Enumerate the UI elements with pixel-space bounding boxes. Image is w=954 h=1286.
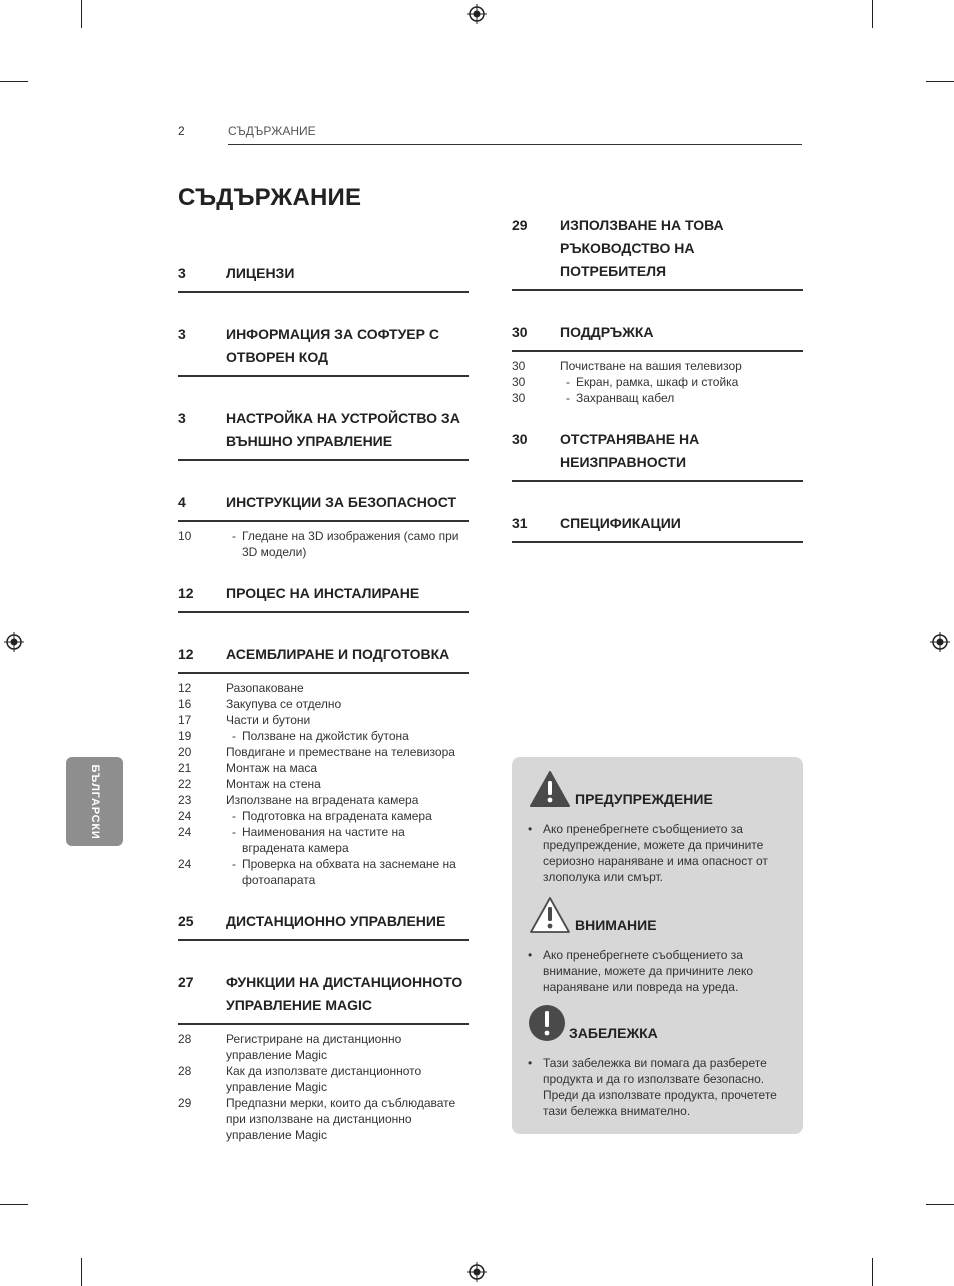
language-tab bbox=[66, 757, 123, 846]
toc-section-title: ИЗПОЛЗВАНЕ НА ТОВА РЪКОВОДСТВО НА ПОТРЕБИТЕЛЯ bbox=[560, 217, 724, 279]
toc-section-title: ИНФОРМАЦИЯ ЗА СОФТУЕР С ОТВОРЕН КОД bbox=[226, 326, 439, 365]
toc-section-heading bbox=[178, 971, 469, 1025]
toc-subitem-label: Използване на вградената камера bbox=[226, 793, 419, 807]
toc-subitem-dash: - bbox=[232, 825, 236, 839]
toc-section[interactable] bbox=[512, 512, 803, 543]
toc-subitem-page: 30 bbox=[512, 391, 526, 405]
toc-subitem-label: Как да използвате дистанционното управление Magic bbox=[226, 1064, 422, 1094]
toc-subitem-list bbox=[512, 358, 803, 406]
toc-section-heading bbox=[512, 428, 803, 482]
toc-subitem-page: 23 bbox=[178, 793, 192, 807]
note-text: Тази забележка ви помага да разберете продукта и да го използвате безопасно. Преди да използвате продукта, прочетете тази бележка внимателно. bbox=[543, 1056, 777, 1118]
toc-subitem-text bbox=[226, 528, 469, 560]
toc-page-number: 27 bbox=[178, 974, 194, 990]
page-number: 2 bbox=[178, 124, 185, 138]
toc-section-title: СПЕЦИФИКАЦИИ bbox=[560, 515, 681, 531]
toc-subitem-text bbox=[226, 1063, 469, 1095]
toc-section[interactable] bbox=[178, 582, 469, 613]
toc-subitem[interactable] bbox=[178, 1031, 469, 1063]
toc-section-heading bbox=[512, 321, 803, 352]
toc-subitem-label: Части и бутони bbox=[226, 713, 311, 727]
header-divider bbox=[228, 144, 802, 145]
toc-subitem-label: Регистриране на дистанционно управление Magic bbox=[226, 1032, 402, 1062]
toc-section-title: ИНСТРУКЦИИ ЗА БЕЗОПАСНОСТ bbox=[226, 494, 457, 510]
toc-subitem[interactable] bbox=[178, 824, 469, 856]
toc-section-title: ЛИЦЕНЗИ bbox=[226, 265, 295, 281]
note-notice bbox=[528, 1003, 790, 1119]
toc-subitem-page: 29 bbox=[178, 1096, 192, 1110]
toc-left-column bbox=[178, 262, 469, 1165]
crop-mark bbox=[926, 1204, 954, 1205]
toc-subitem-page: 30 bbox=[512, 375, 526, 389]
toc-subitem[interactable] bbox=[178, 776, 469, 792]
toc-section[interactable] bbox=[178, 262, 469, 293]
toc-subitem-text bbox=[226, 760, 469, 776]
toc-section[interactable] bbox=[178, 643, 469, 888]
toc-subitem-text bbox=[226, 728, 469, 744]
toc-subitem-page: 16 bbox=[178, 697, 192, 711]
toc-section[interactable] bbox=[178, 491, 469, 560]
toc-subitem-page: 22 bbox=[178, 777, 192, 791]
crop-mark bbox=[0, 81, 28, 82]
toc-subitem-list bbox=[178, 680, 469, 888]
registration-mark-icon bbox=[467, 1262, 487, 1282]
toc-subitem-page: 19 bbox=[178, 729, 192, 743]
toc-right-column bbox=[512, 214, 803, 573]
registration-mark-icon bbox=[930, 632, 950, 652]
toc-subitem-page: 24 bbox=[178, 809, 192, 823]
toc-page-number: 31 bbox=[512, 515, 528, 531]
toc-subitem-label: Предпазни мерки, които да съблюдавате при използване на дистанционно управление Magic bbox=[226, 1096, 456, 1142]
toc-subitem-label: Проверка на обхвата на заснемане на фотоапарата bbox=[242, 857, 456, 887]
toc-subitem[interactable] bbox=[512, 390, 803, 406]
toc-subitem[interactable] bbox=[178, 760, 469, 776]
toc-page-number: 3 bbox=[178, 326, 186, 342]
toc-page-number: 12 bbox=[178, 585, 194, 601]
toc-page-number: 30 bbox=[512, 431, 528, 447]
toc-subitem-page: 12 bbox=[178, 681, 192, 695]
toc-subitem-list bbox=[178, 528, 469, 560]
toc-section-title: НАСТРОЙКА НА УСТРОЙСТВО ЗА ВЪНШНО УПРАВЛЕНИЕ bbox=[226, 410, 460, 449]
toc-subitem[interactable] bbox=[178, 696, 469, 712]
caution-text: Ако пренебрегнете съобщението за внимание, можете да причините леко нараняване или повреда на уреда. bbox=[543, 948, 754, 994]
caution-triangle-icon bbox=[528, 895, 572, 935]
bullet: • bbox=[528, 1056, 533, 1070]
toc-subitem-dash: - bbox=[232, 529, 236, 543]
toc-section[interactable] bbox=[178, 323, 469, 377]
toc-subitem-dash: - bbox=[566, 375, 570, 389]
toc-subitem-text bbox=[226, 744, 469, 760]
toc-section[interactable] bbox=[178, 971, 469, 1143]
toc-subitem-list bbox=[178, 1031, 469, 1143]
toc-subitem-text bbox=[226, 1031, 469, 1063]
toc-subitem-text bbox=[226, 696, 469, 712]
toc-subitem[interactable] bbox=[178, 856, 469, 888]
warning-title: ПРЕДУПРЕЖДЕНИЕ bbox=[575, 791, 713, 807]
toc-section-heading bbox=[512, 214, 803, 291]
bullet: • bbox=[528, 822, 533, 836]
toc-subitem[interactable] bbox=[178, 1063, 469, 1095]
toc-subitem-dash: - bbox=[232, 729, 236, 743]
crop-mark bbox=[872, 0, 873, 28]
toc-page-number: 12 bbox=[178, 646, 194, 662]
toc-section-heading bbox=[512, 512, 803, 543]
toc-section[interactable] bbox=[512, 321, 803, 406]
toc-page-number: 25 bbox=[178, 913, 194, 929]
toc-subitem-dash: - bbox=[232, 809, 236, 823]
toc-subitem[interactable] bbox=[178, 808, 469, 824]
toc-subitem-page: 17 bbox=[178, 713, 192, 727]
toc-subitem-text bbox=[226, 824, 469, 856]
toc-page-number: 30 bbox=[512, 324, 528, 340]
language-tab-label: БЪЛГАРСКИ bbox=[88, 763, 101, 840]
running-header: СЪДЪРЖАНИЕ bbox=[228, 124, 316, 138]
toc-subitem-page: 28 bbox=[178, 1032, 192, 1046]
toc-subitem-text bbox=[226, 712, 469, 728]
toc-subitem-label: Почистване на вашия телевизор bbox=[560, 359, 742, 373]
toc-subitem[interactable] bbox=[178, 1095, 469, 1143]
toc-subitem-text bbox=[226, 808, 469, 824]
toc-subitem-page: 24 bbox=[178, 857, 192, 871]
crop-mark bbox=[872, 1258, 873, 1286]
note-circle-icon bbox=[528, 1003, 568, 1043]
toc-subitem-page: 20 bbox=[178, 745, 192, 759]
toc-section[interactable] bbox=[178, 407, 469, 461]
toc-subitem-page: 21 bbox=[178, 761, 192, 775]
toc-subitem-text bbox=[560, 358, 803, 374]
toc-subitem-label: Екран, рамка, шкаф и стойка bbox=[576, 375, 739, 389]
toc-subitem-label: Наименования на частите на вградената камера bbox=[242, 825, 405, 855]
toc-subitem[interactable] bbox=[178, 744, 469, 760]
crop-mark bbox=[926, 81, 954, 82]
toc-section-title: АСЕМБЛИРАНЕ И ПОДГОТОВКА bbox=[226, 646, 450, 662]
toc-subitem-dash: - bbox=[566, 391, 570, 405]
toc-subitem-label: Ползване на джойстик бутона bbox=[242, 729, 409, 743]
toc-section-heading bbox=[178, 643, 469, 674]
caution-title: ВНИМАНИЕ bbox=[575, 917, 657, 933]
page-title: СЪДЪРЖАНИЕ bbox=[178, 184, 362, 211]
toc-subitem-text bbox=[226, 776, 469, 792]
toc-section-heading bbox=[178, 582, 469, 613]
toc-subitem-text bbox=[226, 1095, 469, 1143]
registration-mark-icon bbox=[4, 632, 24, 652]
toc-subitem-page: 28 bbox=[178, 1064, 192, 1078]
toc-page-number: 3 bbox=[178, 265, 186, 281]
toc-subitem-label: Монтаж на маса bbox=[226, 761, 318, 775]
registration-mark-icon bbox=[467, 4, 487, 24]
toc-section-title: ПРОЦЕС НА ИНСТАЛИРАНЕ bbox=[226, 585, 420, 601]
toc-subitem[interactable] bbox=[178, 712, 469, 728]
caution-notice bbox=[528, 895, 790, 995]
toc-subitem[interactable] bbox=[178, 528, 469, 560]
warning-text: Ако пренебрегнете съобщението за предупреждение, можете да причините сериозно нараняване и има опасност от злополука или смърт. bbox=[543, 822, 768, 884]
warning-triangle-icon bbox=[528, 769, 572, 809]
toc-section-heading bbox=[178, 491, 469, 522]
toc-subitem-text bbox=[226, 792, 469, 808]
crop-mark bbox=[81, 0, 82, 28]
note-title: ЗАБЕЛЕЖКА bbox=[569, 1025, 658, 1041]
toc-subitem[interactable] bbox=[178, 680, 469, 696]
toc-page-number: 29 bbox=[512, 217, 528, 233]
toc-subitem[interactable] bbox=[512, 374, 803, 390]
toc-section-heading bbox=[178, 262, 469, 293]
toc-subitem-label: Разопаковане bbox=[226, 681, 304, 695]
toc-subitem[interactable] bbox=[178, 728, 469, 744]
toc-subitem-label: Захранващ кабел bbox=[576, 391, 675, 405]
toc-subitem-text bbox=[226, 856, 469, 888]
toc-subitem-text bbox=[226, 680, 469, 696]
crop-mark bbox=[0, 1204, 28, 1205]
toc-section-title: ФУНКЦИИ НА ДИСТАНЦИОННОТО УПРАВЛЕНИЕ MAGIC bbox=[226, 974, 463, 1013]
crop-mark bbox=[81, 1258, 82, 1286]
toc-subitem-dash: - bbox=[232, 857, 236, 871]
toc-subitem-label: Закупува се отделно bbox=[226, 697, 342, 711]
toc-section[interactable] bbox=[512, 214, 803, 291]
toc-subitem-page: 30 bbox=[512, 359, 526, 373]
toc-subitem[interactable] bbox=[512, 358, 803, 374]
toc-section-title: ОТСТРАНЯВАНЕ НА НЕИЗПРАВНОСТИ bbox=[560, 431, 700, 470]
toc-section-title: ПОДДРЪЖКА bbox=[560, 324, 654, 340]
toc-page-number: 4 bbox=[178, 494, 186, 510]
toc-subitem-label: Гледане на 3D изображения (само при 3D модели) bbox=[242, 529, 459, 559]
toc-subitem-label: Повдигане и преместване на телевизора bbox=[226, 745, 455, 759]
toc-subitem-text bbox=[560, 390, 803, 406]
toc-page-number: 3 bbox=[178, 410, 186, 426]
toc-subitem-page: 10 bbox=[178, 529, 192, 543]
toc-section-title: ДИСТАНЦИОННО УПРАВЛЕНИЕ bbox=[226, 913, 446, 929]
toc-subitem-label: Монтаж на стена bbox=[226, 777, 321, 791]
toc-subitem-page: 24 bbox=[178, 825, 192, 839]
toc-subitem-text bbox=[560, 374, 803, 390]
toc-section[interactable] bbox=[512, 428, 803, 482]
notice-box bbox=[512, 757, 803, 1134]
toc-section-heading bbox=[178, 323, 469, 377]
toc-subitem-label: Подготовка на вградената камера bbox=[242, 809, 432, 823]
bullet: • bbox=[528, 948, 533, 962]
toc-section-heading bbox=[178, 407, 469, 461]
toc-subitem[interactable] bbox=[178, 792, 469, 808]
toc-section[interactable] bbox=[178, 910, 469, 941]
warning-notice bbox=[528, 769, 790, 885]
toc-section-heading bbox=[178, 910, 469, 941]
